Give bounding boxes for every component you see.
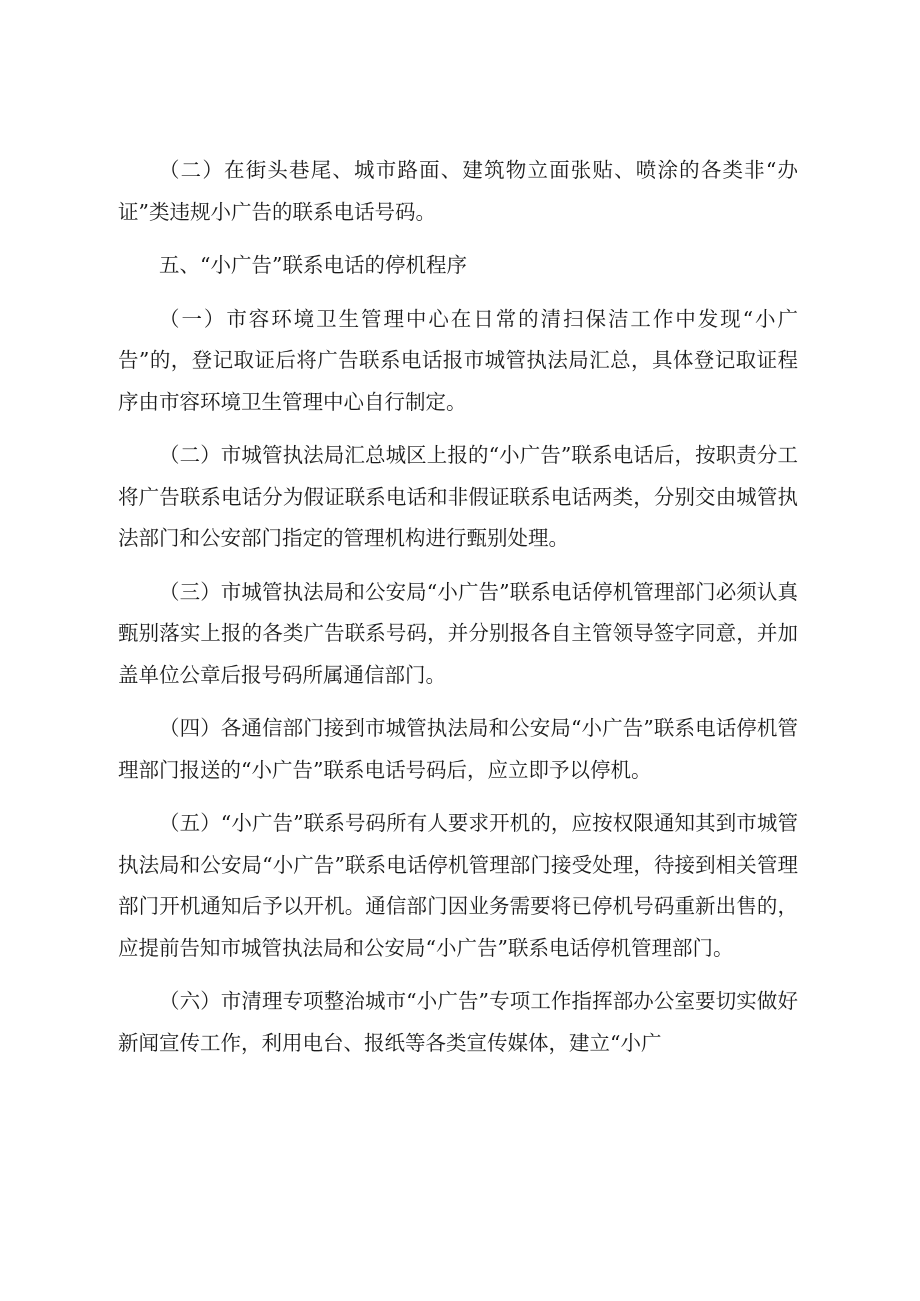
paragraph-procedure-3: （三）市城管执法局和公安局“小广告”联系电话停机管理部门必须认真甄别落实上报的各类广告联系号码，并分别报各自主管领导签字同意，并加盖单位公章后报号码所属通信部门。: [118, 579, 798, 687]
paragraph-2-item-phone-numbers: （二）在街头巷尾、城市路面、建筑物立面张贴、喷涂的各类非“办证”类违规小广告的联系电话号码。: [118, 158, 798, 224]
paragraph-procedure-2: （二）市城管执法局汇总城区上报的“小广告”联系电话后，按职责分工将广告联系电话分为假证联系电话和非假证联系电话两类，分别交由城管执法部门和公安部门指定的管理机构进行甄别处理。: [118, 443, 798, 550]
section-heading-5-shutdown-procedure: 五、“小广告”联系电话的停机程序: [159, 253, 467, 277]
paragraph-procedure-4: （四）各通信部门接到市城管执法局和公安局“小广告”联系电话停机管理部门报送的“小广告”联系电话号码后，应立即予以停机。: [118, 716, 798, 782]
paragraph-procedure-5: （五）“小广告”联系号码所有人要求开机的，应按权限通知其到市城管执法局和公安局“小广告”联系电话停机管理部门接受处理，待接到相关管理部门开机通知后予以开机。通信部门因业务需要将已停机号码重新出售的，应提前告知市城管执法局和公安局“小广告”联系电话停机管理部门。: [118, 811, 798, 960]
paragraph-procedure-1: （一）市容环境卫生管理中心在日常的清扫保洁工作中发现“小广告”的，登记取证后将广告联系电话报市城管执法局汇总，具体登记取证程序由市容环境卫生管理中心自行制定。: [118, 306, 798, 414]
paragraph-procedure-6: （六）市清理专项整治城市“小广告”专项工作指挥部办公室要切实做好新闻宣传工作，利用电台、报纸等各类宣传媒体，建立“小广: [118, 989, 798, 1055]
document-body: [118, 150, 798, 1064]
